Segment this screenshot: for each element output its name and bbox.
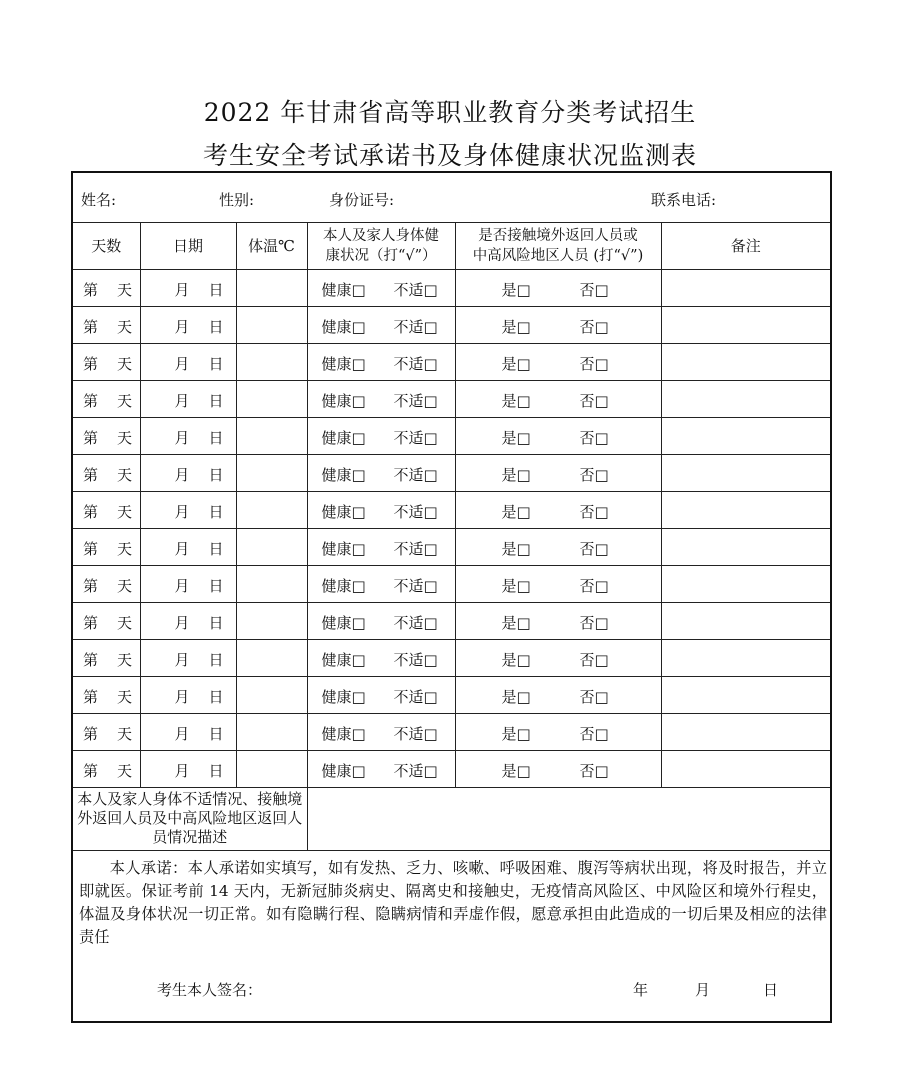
table-header-row <box>72 222 831 269</box>
remark-cell[interactable] <box>661 676 831 713</box>
healthy-checkbox[interactable]: 健康□ <box>321 651 366 670</box>
healthy-checkbox[interactable]: 健康□ <box>321 392 366 411</box>
day-cell[interactable] <box>72 380 140 417</box>
unwell-checkbox[interactable]: 不适□ <box>393 466 438 485</box>
description-row <box>72 787 831 851</box>
promise-row <box>72 851 831 1022</box>
contact-no-checkbox[interactable]: 否□ <box>579 614 609 633</box>
temperature-cell[interactable] <box>236 750 307 787</box>
day-cell[interactable] <box>72 306 140 343</box>
remark-cell[interactable] <box>661 639 831 676</box>
healthy-checkbox[interactable]: 健康□ <box>321 762 366 781</box>
health-cell <box>307 417 455 454</box>
month-label: 月 <box>174 762 190 781</box>
unwell-checkbox[interactable]: 不适□ <box>393 762 438 781</box>
remark-cell[interactable] <box>661 417 831 454</box>
contact-no-checkbox[interactable]: 否□ <box>579 392 609 411</box>
table-row <box>72 565 831 602</box>
contact-no-checkbox[interactable]: 否□ <box>579 281 609 300</box>
day-cell[interactable] <box>72 639 140 676</box>
month-label: 月 <box>174 392 190 411</box>
contact-cell <box>455 602 661 639</box>
unwell-checkbox[interactable]: 不适□ <box>393 614 438 633</box>
table-row <box>72 306 831 343</box>
unwell-checkbox[interactable]: 不适□ <box>393 318 438 337</box>
contact-no-checkbox[interactable]: 否□ <box>579 429 609 448</box>
day-cell[interactable] <box>72 269 140 306</box>
health-cell <box>307 565 455 602</box>
date-day-label: 日 <box>208 392 224 411</box>
month-label: 月 <box>174 614 190 633</box>
signature-day: 日 <box>763 981 779 1000</box>
day-cell[interactable] <box>72 343 140 380</box>
unwell-checkbox[interactable]: 不适□ <box>393 725 438 744</box>
contact-cell <box>455 750 661 787</box>
header-health-status: 本人及家人身体健 康状况（打“√”） <box>307 222 455 269</box>
table-row <box>72 417 831 454</box>
date-cell[interactable] <box>140 380 236 417</box>
phone-label: 联系电话: <box>651 191 717 210</box>
id-number-label: 身份证号: <box>329 191 395 210</box>
healthy-checkbox[interactable]: 健康□ <box>321 466 366 485</box>
remark-cell[interactable] <box>661 750 831 787</box>
contact-cell <box>455 491 661 528</box>
table-row <box>72 750 831 787</box>
contact-cell <box>455 676 661 713</box>
temperature-cell[interactable] <box>236 306 307 343</box>
remark-cell[interactable] <box>661 343 831 380</box>
contact-cell <box>455 639 661 676</box>
contact-yes-checkbox[interactable]: 是□ <box>501 614 531 633</box>
contact-yes-checkbox[interactable]: 是□ <box>501 318 531 337</box>
table-row <box>72 491 831 528</box>
day-suffix: 天 <box>117 503 133 522</box>
day-prefix: 第 <box>83 503 99 522</box>
day-cell[interactable] <box>72 528 140 565</box>
unwell-checkbox[interactable]: 不适□ <box>393 355 438 374</box>
day-cell[interactable] <box>72 750 140 787</box>
date-cell[interactable] <box>140 750 236 787</box>
signature-label: 考生本人签名： <box>157 981 263 1000</box>
day-cell[interactable] <box>72 491 140 528</box>
month-label: 月 <box>174 725 190 744</box>
header-day: 天数 <box>72 222 140 269</box>
unwell-checkbox[interactable]: 不适□ <box>393 281 438 300</box>
header-contact-status: 是否接触境外返回人员或 中高风险地区人员 (打“√”) <box>455 222 661 269</box>
table-row <box>72 528 831 565</box>
contact-cell <box>455 565 661 602</box>
gender-label: 性别: <box>219 191 255 210</box>
date-day-label: 日 <box>208 614 224 633</box>
day-suffix: 天 <box>117 725 133 744</box>
unwell-checkbox[interactable]: 不适□ <box>393 392 438 411</box>
month-label: 月 <box>174 540 190 559</box>
health-cell <box>307 676 455 713</box>
temperature-cell[interactable] <box>236 343 307 380</box>
health-cell <box>307 491 455 528</box>
contact-yes-checkbox[interactable]: 是□ <box>501 503 531 522</box>
day-prefix: 第 <box>83 577 99 596</box>
healthy-checkbox[interactable]: 健康□ <box>321 577 366 596</box>
day-suffix: 天 <box>117 651 133 670</box>
temperature-cell[interactable] <box>236 417 307 454</box>
contact-cell <box>455 454 661 491</box>
day-suffix: 天 <box>117 281 133 300</box>
table-row <box>72 639 831 676</box>
day-suffix: 天 <box>117 614 133 633</box>
date-day-label: 日 <box>208 281 224 300</box>
remark-cell[interactable] <box>661 454 831 491</box>
day-suffix: 天 <box>117 355 133 374</box>
date-day-label: 日 <box>208 577 224 596</box>
date-cell[interactable] <box>140 565 236 602</box>
table-row <box>72 380 831 417</box>
day-cell[interactable] <box>72 676 140 713</box>
unwell-checkbox[interactable]: 不适□ <box>393 540 438 559</box>
day-prefix: 第 <box>83 540 99 559</box>
remark-cell[interactable] <box>661 269 831 306</box>
contact-yes-checkbox[interactable]: 是□ <box>501 429 531 448</box>
date-cell[interactable] <box>140 269 236 306</box>
table-row <box>72 454 831 491</box>
contact-cell <box>455 343 661 380</box>
remark-cell[interactable] <box>661 380 831 417</box>
date-cell[interactable] <box>140 491 236 528</box>
day-prefix: 第 <box>83 614 99 633</box>
day-suffix: 天 <box>117 392 133 411</box>
promise-text: 本人承诺：本人承诺如实填写，如有发热、乏力、咳嗽、呼吸困难、腹泻等病状出现，将及时报告，并立即就医。保证考前 14 天内，无新冠肺炎病史、隔离史和接触史，无疫情高风险区、中风险区和境外行程史，体温及身体状况一切正常。如有隐瞒行程、隐瞒病情和弄虚作假，愿意承担由此造成的一切后果及相应的法律责任 <box>79 859 827 947</box>
day-prefix: 第 <box>83 725 99 744</box>
healthy-checkbox[interactable]: 健康□ <box>321 540 366 559</box>
month-label: 月 <box>174 466 190 485</box>
date-day-label: 日 <box>208 688 224 707</box>
remark-cell[interactable] <box>661 491 831 528</box>
table-row <box>72 713 831 750</box>
day-suffix: 天 <box>117 688 133 707</box>
health-cell <box>307 306 455 343</box>
temperature-cell[interactable] <box>236 454 307 491</box>
temperature-cell[interactable] <box>236 269 307 306</box>
description-field[interactable] <box>307 787 831 851</box>
day-suffix: 天 <box>117 540 133 559</box>
contact-yes-checkbox[interactable]: 是□ <box>501 392 531 411</box>
unwell-checkbox[interactable]: 不适□ <box>393 651 438 670</box>
day-suffix: 天 <box>117 429 133 448</box>
month-label: 月 <box>174 281 190 300</box>
date-day-label: 日 <box>208 466 224 485</box>
day-suffix: 天 <box>117 577 133 596</box>
month-label: 月 <box>174 688 190 707</box>
temperature-cell[interactable] <box>236 676 307 713</box>
contact-no-checkbox[interactable]: 否□ <box>579 762 609 781</box>
temperature-cell[interactable] <box>236 565 307 602</box>
unwell-checkbox[interactable]: 不适□ <box>393 688 438 707</box>
contact-yes-checkbox[interactable]: 是□ <box>501 577 531 596</box>
healthy-checkbox[interactable]: 健康□ <box>321 614 366 633</box>
day-suffix: 天 <box>117 762 133 781</box>
day-prefix: 第 <box>83 281 99 300</box>
day-suffix: 天 <box>117 466 133 485</box>
healthy-checkbox[interactable]: 健康□ <box>321 725 366 744</box>
contact-no-checkbox[interactable]: 否□ <box>579 355 609 374</box>
month-label: 月 <box>174 355 190 374</box>
contact-yes-checkbox[interactable]: 是□ <box>501 540 531 559</box>
table-row <box>72 343 831 380</box>
date-cell[interactable] <box>140 713 236 750</box>
contact-no-checkbox[interactable]: 否□ <box>579 466 609 485</box>
contact-yes-checkbox[interactable]: 是□ <box>501 466 531 485</box>
header-date: 日期 <box>140 222 236 269</box>
health-cell <box>307 528 455 565</box>
day-prefix: 第 <box>83 651 99 670</box>
temperature-cell[interactable] <box>236 713 307 750</box>
date-cell[interactable] <box>140 417 236 454</box>
healthy-checkbox[interactable]: 健康□ <box>321 429 366 448</box>
remark-cell[interactable] <box>661 713 831 750</box>
health-cell <box>307 750 455 787</box>
healthy-checkbox[interactable]: 健康□ <box>321 281 366 300</box>
healthy-checkbox[interactable]: 健康□ <box>321 355 366 374</box>
day-cell[interactable] <box>72 417 140 454</box>
health-cell <box>307 380 455 417</box>
name-label: 姓名: <box>81 191 117 210</box>
date-cell[interactable] <box>140 306 236 343</box>
date-day-label: 日 <box>208 318 224 337</box>
temperature-cell[interactable] <box>236 602 307 639</box>
month-label: 月 <box>174 429 190 448</box>
day-cell[interactable] <box>72 713 140 750</box>
month-label: 月 <box>174 318 190 337</box>
date-cell[interactable] <box>140 639 236 676</box>
healthy-checkbox[interactable]: 健康□ <box>321 688 366 707</box>
date-cell[interactable] <box>140 343 236 380</box>
health-cell <box>307 639 455 676</box>
day-cell[interactable] <box>72 454 140 491</box>
contact-cell <box>455 417 661 454</box>
contact-cell <box>455 380 661 417</box>
health-cell <box>307 343 455 380</box>
contact-no-checkbox[interactable]: 否□ <box>579 688 609 707</box>
temperature-cell[interactable] <box>236 639 307 676</box>
contact-no-checkbox[interactable]: 否□ <box>579 577 609 596</box>
unwell-checkbox[interactable]: 不适□ <box>393 577 438 596</box>
temperature-cell[interactable] <box>236 528 307 565</box>
contact-yes-checkbox[interactable]: 是□ <box>501 651 531 670</box>
date-cell[interactable] <box>140 454 236 491</box>
contact-cell <box>455 528 661 565</box>
date-day-label: 日 <box>208 429 224 448</box>
healthy-checkbox[interactable]: 健康□ <box>321 318 366 337</box>
month-label: 月 <box>174 577 190 596</box>
temperature-cell[interactable] <box>236 380 307 417</box>
contact-no-checkbox[interactable]: 否□ <box>579 503 609 522</box>
day-prefix: 第 <box>83 318 99 337</box>
description-label: 本人及家人身体不适情况、接触境外返回人员及中高风险地区返回人员情况描述 <box>72 787 307 851</box>
contact-no-checkbox[interactable]: 否□ <box>579 318 609 337</box>
health-cell <box>307 269 455 306</box>
contact-no-checkbox[interactable]: 否□ <box>579 651 609 670</box>
contact-yes-checkbox[interactable]: 是□ <box>501 725 531 744</box>
day-suffix: 天 <box>117 318 133 337</box>
health-monitoring-table <box>71 171 832 1023</box>
remark-cell[interactable] <box>661 602 831 639</box>
contact-yes-checkbox[interactable]: 是□ <box>501 355 531 374</box>
remark-cell[interactable] <box>661 528 831 565</box>
unwell-checkbox[interactable]: 不适□ <box>393 429 438 448</box>
date-day-label: 日 <box>208 725 224 744</box>
contact-yes-checkbox[interactable]: 是□ <box>501 688 531 707</box>
day-prefix: 第 <box>83 355 99 374</box>
table-row <box>72 269 831 306</box>
date-day-label: 日 <box>208 762 224 781</box>
remark-cell[interactable] <box>661 306 831 343</box>
day-prefix: 第 <box>83 429 99 448</box>
header-remark: 备注 <box>661 222 831 269</box>
form-title-line1: 2022 年甘肃省高等职业教育分类考试招生 <box>203 98 697 127</box>
signature-month: 月 <box>695 981 711 1000</box>
header-temperature: 体温℃ <box>236 222 307 269</box>
date-day-label: 日 <box>208 355 224 374</box>
table-row <box>72 676 831 713</box>
day-prefix: 第 <box>83 762 99 781</box>
day-cell[interactable] <box>72 602 140 639</box>
date-day-label: 日 <box>208 503 224 522</box>
day-prefix: 第 <box>83 392 99 411</box>
date-day-label: 日 <box>208 540 224 559</box>
form-title-line2: 考生安全考试承诺书及身体健康状况监测表 <box>202 141 697 170</box>
date-cell[interactable] <box>140 676 236 713</box>
contact-no-checkbox[interactable]: 否□ <box>579 540 609 559</box>
month-label: 月 <box>174 503 190 522</box>
temperature-cell[interactable] <box>236 491 307 528</box>
health-cell <box>307 602 455 639</box>
signature-year: 年 <box>633 981 649 1000</box>
date-cell[interactable] <box>140 602 236 639</box>
day-prefix: 第 <box>83 466 99 485</box>
contact-yes-checkbox[interactable]: 是□ <box>501 762 531 781</box>
table-row <box>72 602 831 639</box>
month-label: 月 <box>174 651 190 670</box>
contact-cell <box>455 306 661 343</box>
contact-no-checkbox[interactable]: 否□ <box>579 725 609 744</box>
health-cell <box>307 454 455 491</box>
remark-cell[interactable] <box>661 565 831 602</box>
unwell-checkbox[interactable]: 不适□ <box>393 503 438 522</box>
day-prefix: 第 <box>83 688 99 707</box>
health-cell <box>307 713 455 750</box>
personal-info-row <box>72 172 831 222</box>
day-cell[interactable] <box>72 565 140 602</box>
date-cell[interactable] <box>140 528 236 565</box>
date-day-label: 日 <box>208 651 224 670</box>
healthy-checkbox[interactable]: 健康□ <box>321 503 366 522</box>
contact-cell <box>455 269 661 306</box>
contact-cell <box>455 713 661 750</box>
contact-yes-checkbox[interactable]: 是□ <box>501 281 531 300</box>
